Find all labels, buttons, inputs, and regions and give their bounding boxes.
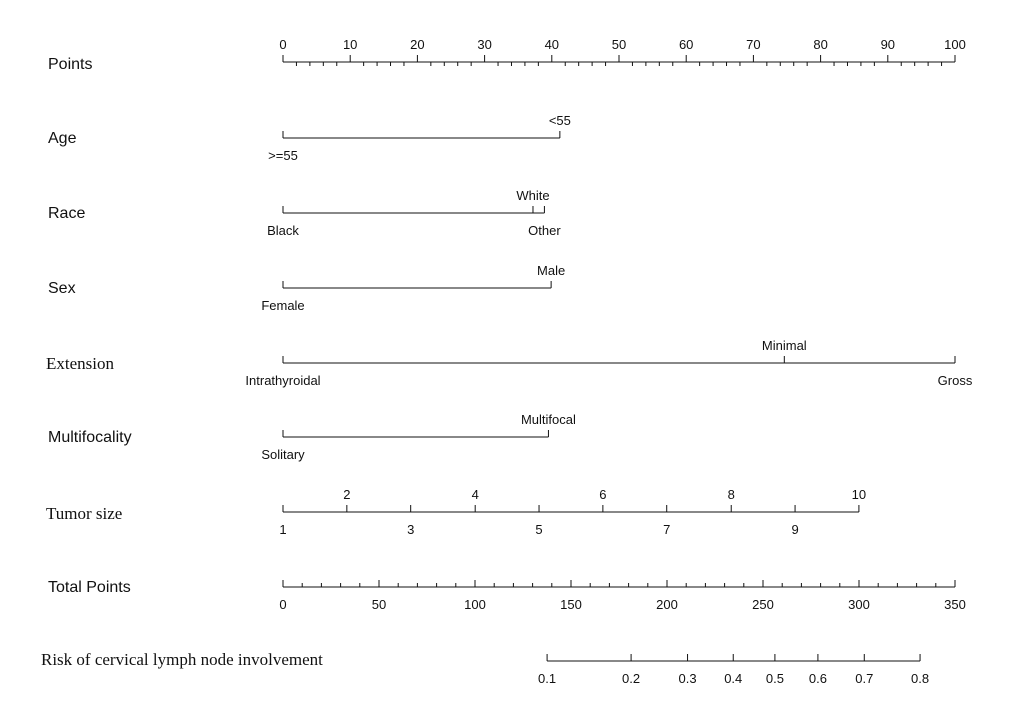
- tick-label: 8: [727, 487, 735, 502]
- tick-label: 350: [944, 597, 966, 612]
- tick-label: Multifocal: [520, 412, 576, 427]
- tick-label: 20: [410, 37, 425, 52]
- tumor-size-row-label: Tumor size: [46, 504, 123, 523]
- tick-label: 300: [848, 597, 870, 612]
- risk-row-label: Risk of cervical lymph node involvement: [41, 650, 323, 669]
- tick-label: 80: [813, 37, 828, 52]
- tick-label: 50: [611, 37, 627, 52]
- tick-label: Gross: [937, 373, 973, 388]
- tick-label: 90: [880, 37, 896, 52]
- tick-label: 10: [851, 487, 867, 502]
- tick-label: 3: [407, 522, 415, 537]
- tick-label: 30: [477, 37, 492, 52]
- tick-label: 0.5: [765, 671, 784, 686]
- tick-label: 60: [678, 37, 694, 52]
- race-row-label: Race: [48, 205, 86, 222]
- tick-label: 100: [464, 597, 486, 612]
- tick-label: Solitary: [261, 447, 305, 462]
- tick-label: Minimal: [761, 338, 807, 353]
- tick-label: 6: [599, 487, 607, 502]
- points-row-label: Points: [48, 56, 93, 73]
- tick-label: 200: [656, 597, 678, 612]
- tick-label: 5: [535, 522, 543, 537]
- tick-label: 0.8: [911, 671, 930, 686]
- tick-label: 0: [279, 597, 287, 612]
- multifocality-row-label: Multifocality: [48, 429, 132, 446]
- extension-row-label: Extension: [46, 354, 114, 373]
- tick-label: 150: [560, 597, 582, 612]
- tick-label: 0.6: [808, 671, 827, 686]
- tick-label: 250: [752, 597, 774, 612]
- tick-label: 2: [343, 487, 351, 502]
- tick-label: <55: [548, 113, 571, 128]
- tick-label: Black: [267, 223, 299, 238]
- sex-row-label: Sex: [48, 280, 76, 297]
- tick-label: 0.3: [678, 671, 697, 686]
- tick-label: 10: [342, 37, 358, 52]
- tick-label: 9: [791, 522, 799, 537]
- tick-label: 7: [663, 522, 671, 537]
- tick-label: Intrathyroidal: [245, 373, 321, 388]
- tick-label: White: [516, 188, 550, 203]
- tick-label: Male: [537, 263, 566, 278]
- tick-label: 70: [746, 37, 761, 52]
- tick-label: Female: [261, 298, 305, 313]
- total-points-row-label: Total Points: [48, 579, 131, 596]
- tick-label: 4: [471, 487, 479, 502]
- age-row-label: Age: [48, 130, 77, 147]
- tick-label: 40: [544, 37, 560, 52]
- tick-label: 0.4: [724, 671, 743, 686]
- tick-label: 0.2: [622, 671, 641, 686]
- tick-label: 100: [944, 37, 966, 52]
- tick-label: Other: [528, 223, 561, 238]
- tick-label: 1: [279, 522, 287, 537]
- tick-label: 0: [279, 37, 287, 52]
- tick-label: 0.7: [855, 671, 874, 686]
- tick-label: 0.1: [538, 671, 557, 686]
- tick-label: 50: [371, 597, 387, 612]
- tick-label: >=55: [268, 148, 298, 163]
